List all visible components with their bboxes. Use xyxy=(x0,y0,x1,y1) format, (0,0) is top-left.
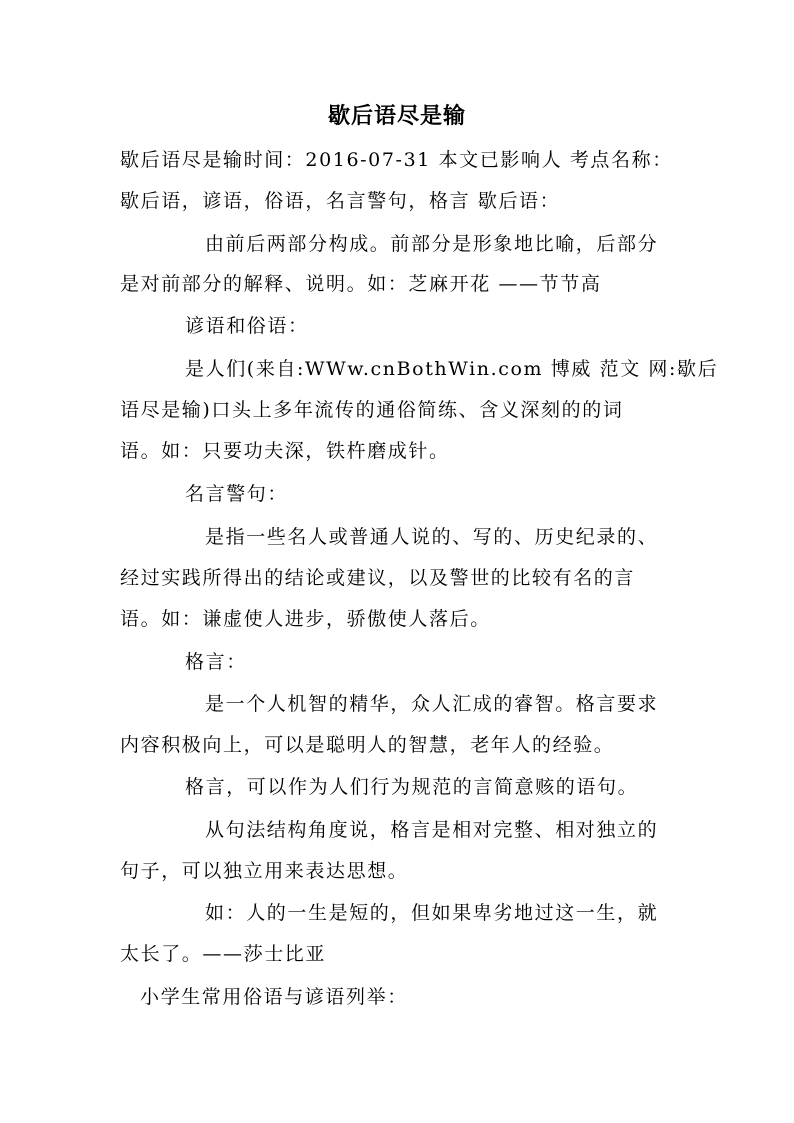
mingyan-definition-line-1: 是指一些名人或普通人说的、写的、历史纪录的、 xyxy=(205,526,659,548)
document-title: 歇后语尽是输 xyxy=(327,103,466,129)
section-heading-yanyu-suyu: 谚语和俗语： xyxy=(185,315,309,337)
yanyu-definition-line-2: 语尽是输)口头上多年流传的通俗简练、含义深刻的的词 xyxy=(120,399,624,421)
section-heading-list: 小学生常用俗语与谚语列举： xyxy=(140,986,408,1008)
yanyu-definition-line-3: 语。如：只要功夫深，铁杵磨成针。 xyxy=(120,440,450,462)
section-heading-geyan: 格言： xyxy=(185,651,247,673)
geyan-example-line-2: 太长了。——莎士比亚 xyxy=(120,943,327,965)
geyan-example-line-1: 如：人的一生是短的，但如果卑劣地过这一生，就 xyxy=(205,902,659,924)
geyan-paragraph-3-line-2: 句子，可以独立用来表达思想。 xyxy=(120,860,409,882)
geyan-definition-line-1: 是一个人机智的精华，众人汇成的睿智。格言要求 xyxy=(205,693,659,715)
meta-line: 歇后语尽是输时间：2016-07-31 本文已影响人 考点名称： xyxy=(120,149,673,171)
keywords-line: 歇后语，谚语，俗语，名言警句，格言 歇后语： xyxy=(120,190,561,212)
mingyan-definition-line-3: 语。如：谦虚使人进步，骄傲使人落后。 xyxy=(120,608,491,630)
xiehouyu-definition-line-1: 由前后两部分构成。前部分是形象地比喻，后部分 xyxy=(205,233,659,255)
mingyan-definition-line-2: 经过实践所得出的结论或建议，以及警世的比较有名的言 xyxy=(120,567,636,589)
yanyu-definition-line-1: 是人们(来自:WWw.cnBothWin.com 博威 范文 网:歇后 xyxy=(185,358,719,380)
geyan-paragraph-3-line-1: 从句法结构角度说，格言是相对完整、相对独立的 xyxy=(205,819,659,841)
geyan-paragraph-2: 格言，可以作为人们行为规范的言简意赅的语句。 xyxy=(185,776,639,798)
geyan-definition-line-2: 内容积极向上，可以是聪明人的智慧，老年人的经验。 xyxy=(120,734,615,756)
section-heading-mingyan: 名言警句： xyxy=(185,483,289,505)
xiehouyu-definition-line-2: 是对前部分的解释、说明。如：芝麻开花 ——节节高 xyxy=(120,273,602,295)
